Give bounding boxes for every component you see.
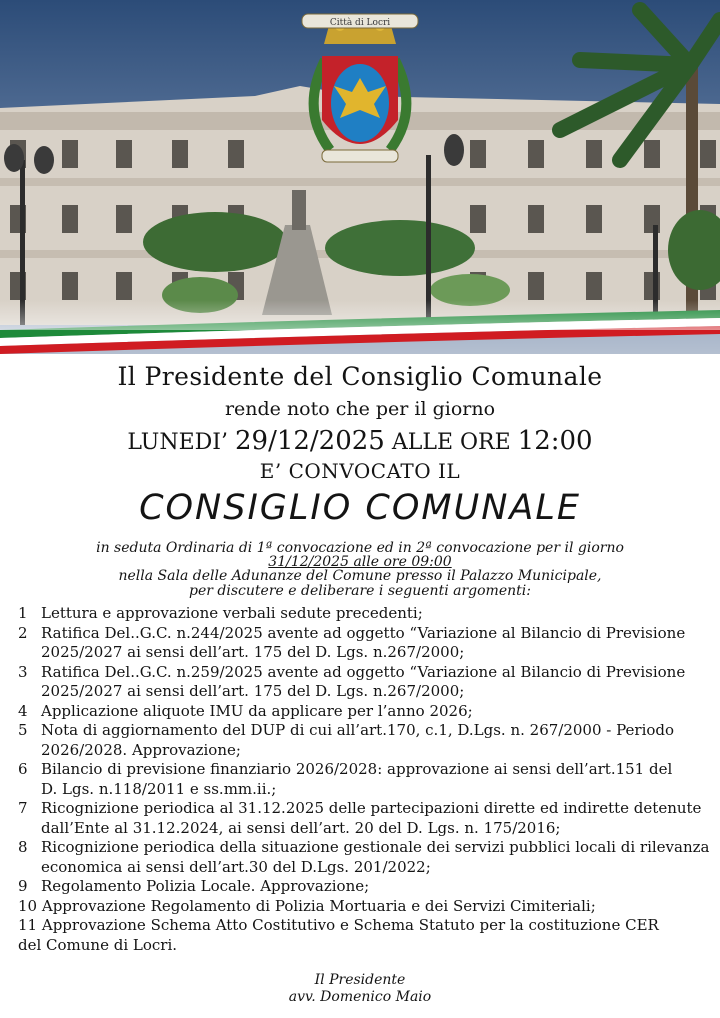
announcement-subtitle: rende noto che per il giorno (224, 398, 496, 420)
agenda-item: 1 Lettura e approvazione verbali sedute precedenti; (18, 604, 423, 622)
agenda-item: 3 Ratifica Del..G.C. n.259/2025 avente ad oggetto “Variazione al Bilancio di Previsione 2025/2027 ai sensi dell’art. 175 del D. Lgs. n.267/2000; (18, 662, 686, 700)
agenda-item: 7 Ricognizione periodica al 31.12.2025 delle partecipazioni dirette ed indirette detenute dall’Ente al 31.12.2024, ai sensi dell’art. 20 del D. Lgs. n. 175/2016; (18, 799, 702, 837)
session-line-4: per discutere e deliberare i seguenti argomenti: (189, 583, 531, 599)
svg-text:Città di Locri: Città di Locri (329, 18, 391, 28)
session-line-1: in seduta Ordinaria di 1ª convocazione ed in 2ª convocazione per il giorno (96, 540, 624, 556)
date-value: 29/12/2025 (234, 426, 385, 456)
town-hall-illustration (0, 0, 720, 360)
meeting-date (0, 426, 720, 456)
convocation-text: E’ CONVOCATO IL (259, 459, 461, 483)
time-prefix: ALLE ORE (391, 430, 511, 455)
page-title: Il Presidente del Consiglio Comunale (117, 362, 603, 391)
agenda-item: 9 Regolamento Polizia Locale. Approvazione; (18, 877, 370, 895)
agenda-item: 8 Ricognizione periodica della situazione gestionale dei servizi pubblici locali di rilevanza economica ai sensi dell’art.30 del D.Lgs. 201/2022; (18, 838, 710, 876)
signature-name: avv. Domenico Maio (288, 989, 432, 1005)
agenda-item: 5 Nota di aggiornamento del DUP di cui all’art.170, c.1, D.Lgs. n. 267/2000 - Periodo 2026/2028. Approvazione; (18, 721, 675, 759)
session-line-2: 31/12/2025 alle ore 09:00 (268, 554, 452, 570)
signature-role: Il Presidente (314, 972, 406, 988)
agenda-item: 6 Bilancio di previsione finanziario 2026/2028: approvazione ai sensi dell’art.151 del D. Lgs. n.118/2011 e ss.mm.ii.; (18, 760, 673, 798)
agenda-item: 4 Applicazione aliquote IMU da applicare per l’anno 2026; (18, 701, 473, 720)
agenda-item: 11 Approvazione Schema Atto Costitutivo e Schema Statuto per la costituzione CER del Comune di Locri. (18, 916, 659, 954)
date-prefix: LUNEDI’ (127, 430, 228, 455)
council-heading: CONSIGLIO COMUNALE (139, 488, 581, 528)
agenda-list (18, 604, 718, 955)
time-value: 12:00 (517, 426, 593, 456)
hero-banner (0, 0, 720, 360)
agenda-item: 10 Approvazione Regolamento di Polizia Mortuaria e dei Servizi Cimiteriali; (18, 896, 596, 915)
session-line-3: nella Sala delle Adunanze del Comune presso il Palazzo Municipale, (118, 568, 602, 584)
agenda-item: 2 Ratifica Del..G.C. n.244/2025 avente ad oggetto “Variazione al Bilancio di Previsione 2025/2027 ai sensi dell’art. 175 del D. Lgs. n.267/2000; (18, 623, 686, 661)
